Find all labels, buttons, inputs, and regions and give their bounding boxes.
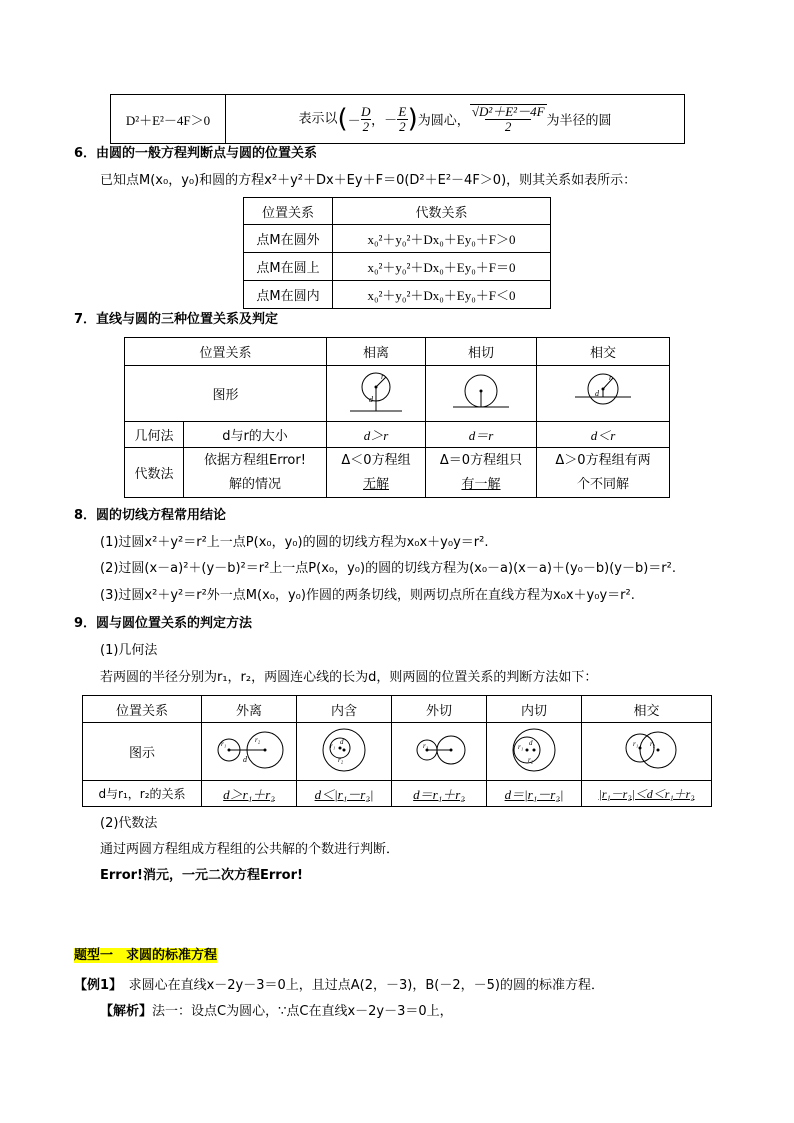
s8-heading: 8．圆的切线方程常用结论 (74, 508, 227, 523)
s7-heading: 7．直线与圆的三种位置关系及判定 (74, 312, 279, 327)
s9-heading: 9．圆与圆位置关系的判定方法 (74, 616, 253, 631)
fig-int-tangent (487, 723, 582, 781)
intersect2-figure (602, 724, 692, 776)
fig-intersect2 (582, 723, 712, 781)
svg-text:r₁: r₁ (632, 739, 638, 748)
fig-contain (297, 723, 392, 781)
ext-tangent-figure (399, 724, 479, 776)
s8-line2: (2)过圆(x－a)²＋(y－b)²＝r²上一点P(x₀，y₀)的圆的切线方程为(x₀－a)(x－a)＋(y₀－b)(y－b)＝r². (100, 561, 676, 576)
fig-external (202, 723, 297, 781)
svg-text:r₂: r₂ (338, 755, 344, 764)
top-formula-table (110, 94, 685, 144)
svg-text:d: d (529, 738, 533, 747)
fig-tangent (426, 366, 537, 422)
s9-intro: 若两圆的半径分别为r₁，r₂，两圆连心线的长为d，则两圆的位置关系的判断方法如下： (100, 670, 598, 685)
tangent-figure (451, 367, 511, 417)
s9-sub1: (1)几何法 (100, 643, 158, 658)
svg-text:r₂: r₂ (255, 735, 261, 744)
svg-text:d: d (243, 754, 247, 764)
fig-intersect (537, 366, 670, 422)
line-circle-table: 位置关系 相离 相切 相交 图形 r d r d 几何法 d与r的大小 d＞r d＝r d＜r 代数法 依据方程组Error! 解的情况 Δ＜0方程组 无解 Δ＝0方程组只 有一解 Δ＞0方程组有两 个不同解 (124, 337, 670, 498)
description-cell: 表示以($-\frac{D}{2}$，$-\frac{E}{2}$)为圆心，$\frac{\text{√D²＋E²－4F}}{2}$为半径的圆 (226, 95, 685, 144)
svg-text:r: r (609, 372, 613, 382)
fig-ext-tangent (392, 723, 487, 781)
svg-text:d: d (369, 394, 373, 404)
svg-text:r₁: r₁ (221, 739, 227, 748)
svg-text:r₁: r₁ (518, 742, 524, 751)
s9-alg-text2: Error!消元，一元二次方程Error! (100, 868, 303, 883)
s9-alg-text: 通过两圆方程组成方程组的公共解的个数进行判断． (100, 842, 400, 857)
s9-sub2: (2)代数法 (100, 816, 158, 831)
solution1: 【解析】法一：设点C为圆心，∵点C在直线x－2y－3＝0上， (100, 1004, 453, 1019)
intersect-figure (573, 367, 633, 417)
fig-separate (327, 366, 426, 422)
svg-text:r₁: r₁ (423, 741, 429, 750)
desc-a: 表示以 (298, 111, 338, 127)
svg-text:r: r (381, 371, 385, 381)
contain-figure (304, 724, 384, 776)
s6-intro: 已知点M(x₀，y₀)和圆的方程x²＋y²＋Dx＋Ey＋F＝0(D²＋E²－4F＞0)，则其关系如表所示： (100, 173, 637, 188)
condition-cell: D²＋E²－4F＞0 (111, 95, 226, 144)
s8-line1: (1)过圆x²＋y²＝r²上一点P(x₀，y₀)的圆的切线方程为x₀x＋y₀y＝r². (100, 535, 489, 550)
s6-heading: 6．由圆的一般方程判断点与圆的位置关系 (74, 146, 318, 161)
svg-text:d: d (595, 388, 599, 398)
svg-text:r₁: r₁ (330, 741, 336, 750)
s8-line3: (3)过圆x²＋y²＝r²外一点M(x₀，y₀)作圆的两条切线，则两切点所在直线方程为x₀x＋y₀y＝r². (100, 588, 635, 603)
svg-text:d: d (340, 737, 344, 746)
svg-text:r₂: r₂ (528, 755, 534, 764)
separate-figure (346, 367, 406, 417)
external-figure (209, 724, 289, 776)
type1-title: 题型一 求圆的标准方程 (74, 948, 218, 963)
circle-circle-table: 位置关系 外离 内含 外切 内切 相交 图示 r₁ r₂ d r₁ d r₂ r₁ r₁ d r₂ r₁ r₂ d与r₁，r₂的关系 d＞r₁＋r₂ d＜|r₁－r₂| d＝r₁＋r₂ d＝|r₁－r₂| |r₁－r₂|＜d＜r₁＋r₂ (82, 695, 712, 807)
point-circle-table: 位置关系 代数关系 点M在圆外 x₀²＋y₀²＋Dx₀＋Ey₀＋F＞0 点M在圆上 x₀²＋y₀²＋Dx₀＋Ey₀＋F＝0 点M在圆内 x₀²＋y₀²＋Dx₀＋Ey₀＋F＜0 (243, 197, 551, 309)
example1: 【例1】 求圆心在直线x－2y－3＝0上，且过点A(2，－3)，B(－2，－5)的圆的标准方程． (74, 978, 604, 993)
int-tangent-figure (494, 724, 574, 776)
svg-text:r₂: r₂ (649, 739, 655, 748)
